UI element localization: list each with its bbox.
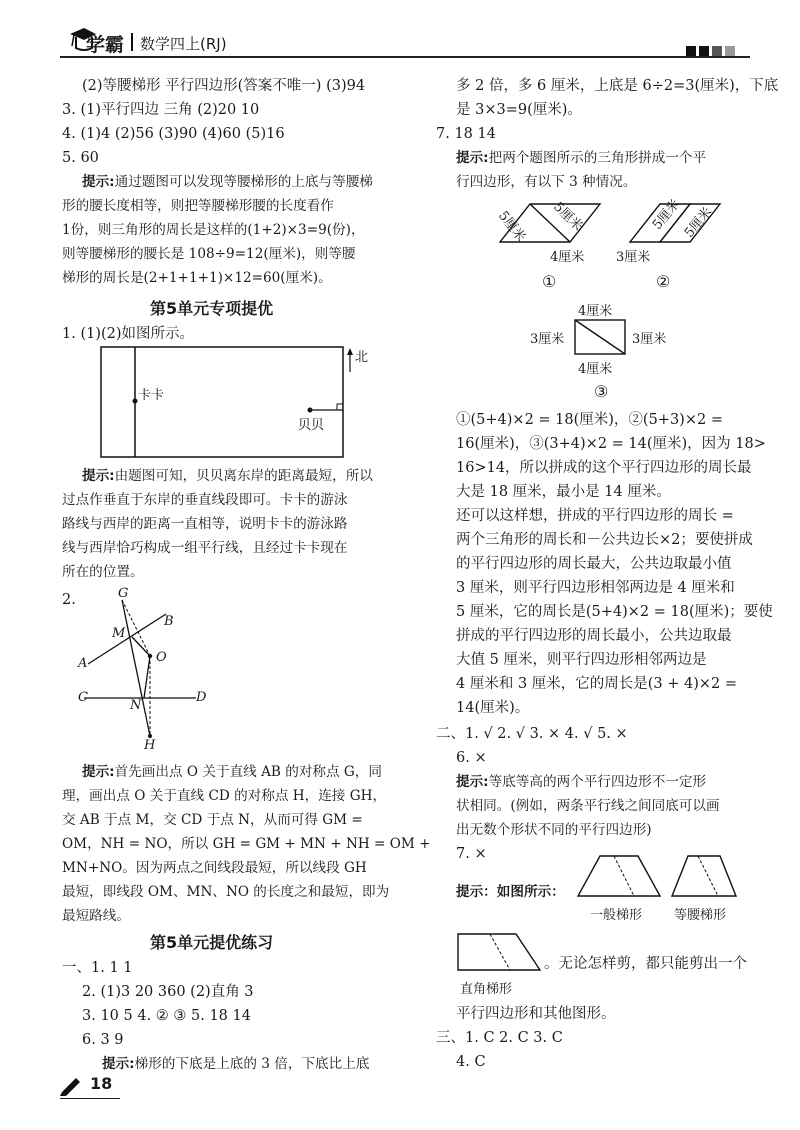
page-header xyxy=(0,0,800,60)
hint-paragraph: 提示:通过题图可以发现等腰梯形的上底与等腰梯 xyxy=(82,174,373,190)
kaka-label: 卡卡 xyxy=(138,388,165,403)
point-B: B xyxy=(164,614,174,629)
answer-line: 2. (1)3 20 360 (2)直角 3 xyxy=(82,984,254,1000)
answer-line: 7. × xyxy=(456,846,487,862)
answer-line: 16(厘米)，③(3+4)×2 = 14(厘米)，因为 18> xyxy=(456,436,766,452)
point-A: A xyxy=(78,656,88,671)
answer-line: 是 3×3=9(厘米)。 xyxy=(456,102,582,118)
point-D: D xyxy=(196,690,207,705)
hint-paragraph: 提示:等底等高的两个平行四边形不一定形 xyxy=(456,774,707,790)
hint-line: 1份，则三角形的周长是这样的(1+2)×3=9(份)， xyxy=(62,222,365,238)
general-trapezoid-label: 一般梯形 xyxy=(590,908,643,923)
side-label: 3厘米 xyxy=(530,332,565,347)
side-label: 4厘米 xyxy=(578,362,613,377)
point-M: M xyxy=(112,626,126,641)
page-number: 18 xyxy=(90,1074,113,1093)
side-label: 5厘米 xyxy=(550,199,586,235)
answer-line: 4. C xyxy=(456,1054,486,1070)
pencil-icon xyxy=(60,1074,84,1096)
side-label: 5厘米 xyxy=(649,196,684,233)
answer-line: 三、1. C 2. C 3. C xyxy=(436,1030,563,1046)
answer-line: 6. 3 9 xyxy=(82,1032,124,1048)
hint-paragraph: 提示:首先画出点 O 关于直线 AB 的对称点 G，同 xyxy=(82,764,382,780)
answer-line: 大是 18 厘米，最小是 14 厘米。 xyxy=(456,484,671,500)
answer-line: 16>14，所以拼成的这个平行四边形的周长最 xyxy=(456,460,752,476)
book-subtitle: 数学四上(RJ) xyxy=(140,35,227,53)
hint-line: 线与西岸恰巧构成一组平行线，且经过卡卡现在 xyxy=(62,540,348,556)
answer-line: 4 厘米和 3 厘米，它的周长是(3 + 4)×2 = xyxy=(456,676,738,692)
hint-line: 梯形的周长是(2+1+1+1)×12=60(厘米)。 xyxy=(62,270,332,286)
hint-line: 所在的位置。 xyxy=(62,564,144,580)
hint-line: 状相同。(例如，两条平行线之间同底可以画 xyxy=(456,798,720,814)
answer-line: 二、1. √ 2. √ 3. × 4. √ 5. × xyxy=(436,726,628,742)
answer-line: 的平行四边形的周长最大，公共边取最小值 xyxy=(456,556,732,572)
answer-line: 1. (1)(2)如图所示。 xyxy=(62,326,195,342)
section-heading: 第5单元专项提优 xyxy=(150,299,274,318)
point-G: G xyxy=(118,586,129,601)
point-H: H xyxy=(144,738,156,753)
north-label: 北 xyxy=(355,350,369,365)
right-trapezoid-figure xyxy=(456,930,546,1000)
beibei-label: 贝贝 xyxy=(298,418,325,433)
header-rule xyxy=(60,56,750,58)
answer-line: 3 厘米，则平行四边形相邻两边是 4 厘米和 xyxy=(456,580,735,596)
hint-line: MN+NO。因为两点之间线段最短，所以线段 GH xyxy=(62,860,367,876)
hint-line: 交 AB 于点 M，交 CD 于点 N，从而可得 GM = xyxy=(62,812,363,828)
side-label: 4厘米 xyxy=(578,304,613,319)
answer-line: 一、1. 1 1 xyxy=(62,960,133,976)
hint-line: 理，画出点 O 关于直线 CD 的对称点 H，连接 GH， xyxy=(62,788,387,804)
hint-line: 出无数个形状不同的平行四边形) xyxy=(456,822,652,838)
answer-line: 。无论怎样剪，都只能剪出一个 xyxy=(544,956,747,972)
geometry-figure xyxy=(78,586,218,756)
answer-line: 5 厘米，它的周长是(5+4)×2 = 18(厘米)；要使 xyxy=(456,604,773,620)
section-heading: 第5单元提优练习 xyxy=(150,933,274,952)
hint-label: 提示: xyxy=(82,174,115,190)
answer-line: 5. 60 xyxy=(62,150,99,166)
hint-line: 最短路线。 xyxy=(62,908,130,924)
side-label: 3厘米 xyxy=(616,250,651,265)
hint-line: 路线与西岸的距离一直相等，说明卡卡的游泳路 xyxy=(62,516,348,532)
right-trapezoid-label: 直角梯形 xyxy=(460,982,513,997)
hint-line: 行四边形，有以下 3 种情况。 xyxy=(456,174,637,190)
answer-line: 多 2 倍，多 6 厘米，上底是 6÷2=3(厘米)，下底 xyxy=(456,78,779,94)
answer-line: 两个三角形的周长和－公共边长×2；要使拼成 xyxy=(456,532,753,548)
hint-figure-label: 提示：如图所示： xyxy=(456,884,565,900)
hint-paragraph: 提示:由题图可知，贝贝离东岸的距离最短，所以 xyxy=(82,468,373,484)
answer-line: 拼成的平行四边形的周长最小，公共边取最 xyxy=(456,628,732,644)
answer-line: 6. × xyxy=(456,750,487,766)
figure-number: ① xyxy=(542,272,557,291)
answer-line: 3. 10 5 4. ② ③ 5. 18 14 xyxy=(82,1008,251,1024)
parallelogram-figure xyxy=(490,192,740,404)
side-label: 5厘米 xyxy=(681,204,716,241)
hint-line: 过点作垂直于东岸的垂直线段即可。卡卡的游泳 xyxy=(62,492,348,508)
point-C: C xyxy=(78,690,88,705)
answer-line: 7. 18 14 xyxy=(436,126,496,142)
side-label: 5厘米 xyxy=(495,208,529,245)
point-N: N xyxy=(130,698,142,713)
answer-line: 4. (1)4 (2)56 (3)90 (4)60 (5)16 xyxy=(62,126,285,142)
side-label: 4厘米 xyxy=(550,250,585,265)
answer-line: ①(5+4)×2 = 18(厘米)，②(5+3)×2 = xyxy=(456,412,723,428)
answer-line: 大值 5 厘米，则平行四边形相邻两边是 xyxy=(456,652,707,668)
header-divider xyxy=(131,33,133,51)
answer-line: (2)等腰梯形 平行四边形(答案不唯一) (3)94 xyxy=(82,78,366,94)
answer-line: 3. (1)平行四边 三角 (2)20 10 xyxy=(62,102,260,118)
brand-logo: 学霸 xyxy=(86,34,125,56)
hint-paragraph: 提示:把两个题图所示的三角形拼成一个平 xyxy=(456,150,707,166)
hint-line: 则等腰梯形的腰长是 108÷9=12(厘米)，则等腰 xyxy=(62,246,356,262)
answer-line: 2. xyxy=(62,592,76,608)
isosceles-trapezoid-label: 等腰梯形 xyxy=(674,908,727,923)
pool-figure xyxy=(100,346,369,458)
answer-line: 14(厘米)。 xyxy=(456,700,530,716)
side-label: 3厘米 xyxy=(632,332,667,347)
hint-paragraph: 提示:梯形的下底是上底的 3 倍，下底比上底 xyxy=(102,1056,370,1072)
hint-line: OM，NH = NO，所以 GH = GM + MN + NH = OM + xyxy=(62,836,431,852)
answer-line: 平行四边形和其他图形。 xyxy=(456,1006,616,1022)
page-footer xyxy=(60,1072,130,1102)
answer-line: 还可以这样想，拼成的平行四边形的周长 = xyxy=(456,508,734,524)
point-O: O xyxy=(156,650,167,665)
hint-line: 最短，即线段 OM、MN、NO 的长度之和最短，即为 xyxy=(62,884,390,900)
figure-number: ③ xyxy=(594,382,609,401)
hint-line: 形的腰长度相等，则把等腰梯形腰的长度看作 xyxy=(62,198,334,214)
figure-number: ② xyxy=(656,272,671,291)
